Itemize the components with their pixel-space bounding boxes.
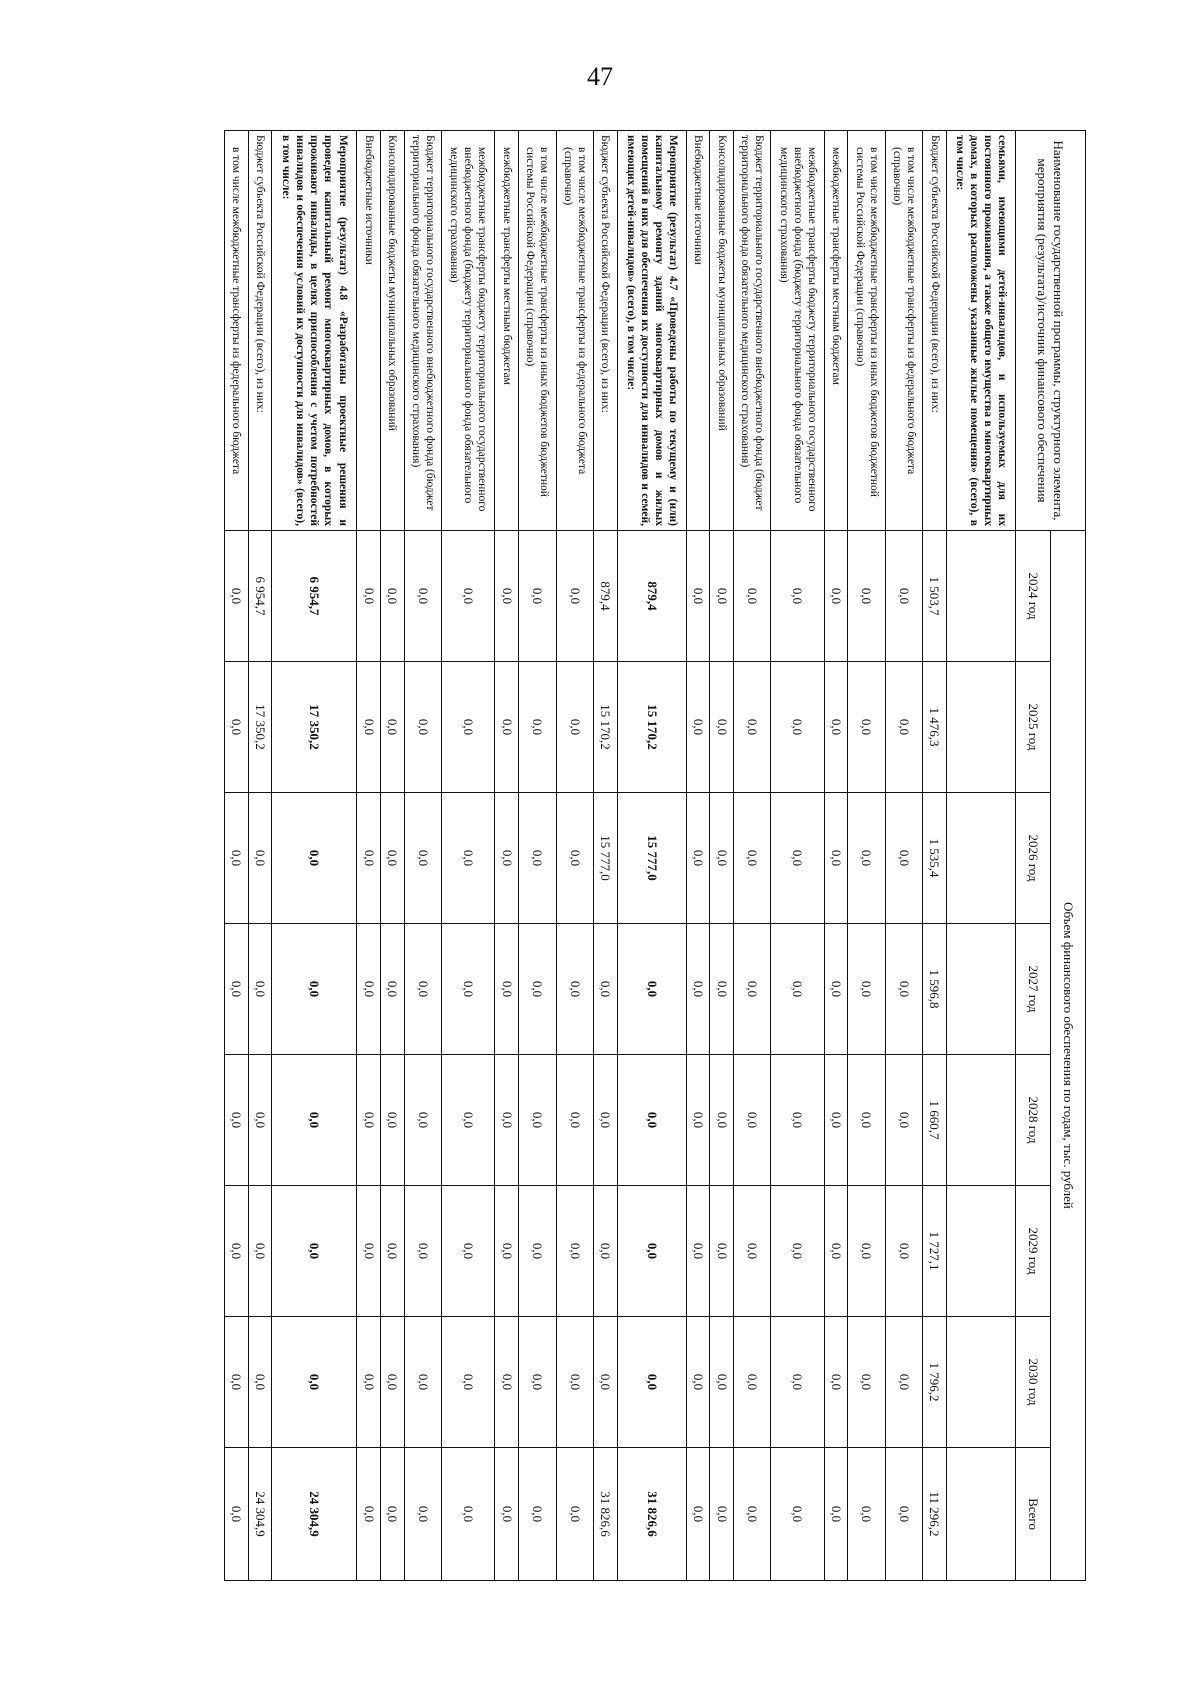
- value-cell: 0,0: [381, 793, 405, 924]
- row-name: Мероприятие (результат) 4.8 «Разработаны проектные решения и проведен капитальный ремонт многоквартирных домов, в которых проживают инвалиды, в целях приспособления с учетом потребностей инвалидов и обеспечения условий их доступности для инвалидов» (всего), в том числе:: [272, 131, 357, 531]
- value-cell: 15 170,2: [593, 662, 617, 793]
- value-cell: [946, 1186, 1015, 1317]
- table-row: [771, 131, 824, 1581]
- value-cell: 0,0: [248, 1317, 272, 1448]
- value-cell: 0,0: [824, 1317, 848, 1448]
- value-cell: 0,0: [404, 531, 441, 662]
- table-row: [381, 131, 405, 1581]
- value-cell: 0,0: [495, 1186, 519, 1317]
- value-cell: 0,0: [617, 1317, 686, 1448]
- year-header: 2027 год: [1016, 924, 1051, 1055]
- value-cell: 0,0: [710, 793, 734, 924]
- table-row: [923, 131, 947, 1581]
- financing-table: [224, 130, 1086, 1581]
- value-cell: 0,0: [686, 531, 710, 662]
- value-cell: 0,0: [771, 531, 824, 662]
- value-cell: 0,0: [225, 1317, 249, 1448]
- value-cell: [946, 662, 1015, 793]
- value-cell: [946, 793, 1015, 924]
- value-cell: 17 350,2: [272, 662, 357, 793]
- value-cell: 0,0: [556, 1186, 593, 1317]
- value-cell: 1 503,7: [923, 531, 947, 662]
- value-cell: 0,0: [734, 1186, 771, 1317]
- value-cell: 0,0: [771, 1186, 824, 1317]
- value-cell: 0,0: [495, 662, 519, 793]
- row-name: Бюджет субъекта Российской Федерации (всего), из них:: [248, 131, 272, 531]
- value-cell: 0,0: [734, 924, 771, 1055]
- value-cell: 0,0: [519, 793, 556, 924]
- value-cell: [946, 531, 1015, 662]
- table-row: [248, 131, 272, 1581]
- value-cell: 0,0: [404, 924, 441, 1055]
- value-cell: 0,0: [519, 924, 556, 1055]
- value-cell: 0,0: [686, 1055, 710, 1186]
- value-cell: 0,0: [824, 924, 848, 1055]
- value-cell: 0,0: [442, 793, 495, 924]
- value-cell: 0,0: [225, 531, 249, 662]
- value-cell: 0,0: [519, 1055, 556, 1186]
- value-cell: 31 826,6: [593, 1448, 617, 1581]
- value-cell: 0,0: [710, 1055, 734, 1186]
- name-column-header: Наименование государственной программы, структурного элемента, мероприятия (результата)/источник финансового обеспечения: [1016, 131, 1086, 531]
- row-name: Консолидированные бюджеты муниципальных образований: [710, 131, 734, 531]
- value-cell: 0,0: [710, 1448, 734, 1581]
- value-cell: 0,0: [381, 1186, 405, 1317]
- year-header: 2029 год: [1016, 1186, 1051, 1317]
- table-row: [885, 131, 922, 1581]
- value-cell: 0,0: [824, 1055, 848, 1186]
- value-cell: 17 350,2: [248, 662, 272, 793]
- value-cell: 0,0: [556, 793, 593, 924]
- value-cell: 0,0: [686, 793, 710, 924]
- row-name: межбюджетные трансферты местным бюджетам: [824, 131, 848, 531]
- row-name: Внебюджетные источники: [357, 131, 381, 531]
- value-cell: 0,0: [381, 924, 405, 1055]
- value-cell: 0,0: [556, 531, 593, 662]
- value-cell: 0,0: [404, 662, 441, 793]
- value-cell: 0,0: [848, 1448, 885, 1581]
- value-cell: 0,0: [885, 662, 922, 793]
- row-name: межбюджетные трансферты бюджету территориального государственного внебюджетного фонда (бюджету территориального фонда обязательного медицинского страхования): [771, 131, 824, 531]
- value-cell: 24 304,9: [272, 1448, 357, 1581]
- value-cell: 0,0: [617, 1186, 686, 1317]
- table-row: [556, 131, 593, 1581]
- value-cell: 0,0: [442, 662, 495, 793]
- value-cell: 0,0: [272, 1317, 357, 1448]
- value-cell: 0,0: [824, 793, 848, 924]
- value-cell: 0,0: [357, 1448, 381, 1581]
- value-cell: 0,0: [848, 793, 885, 924]
- row-name: в том числе межбюджетные трансферты из иных бюджетов бюджетной системы Российской Федерации (справочно): [519, 131, 556, 531]
- value-cell: 0,0: [771, 1448, 824, 1581]
- table-row: [272, 131, 357, 1581]
- row-name: Бюджет территориального государственного внебюджетного фонда (бюджет территориального фонда обязательного медицинского страхования): [404, 131, 441, 531]
- row-name: в том числе межбюджетные трансферты из федерального бюджета (справочно): [885, 131, 922, 531]
- value-cell: 0,0: [556, 1448, 593, 1581]
- value-cell: 0,0: [272, 1055, 357, 1186]
- table-row: [617, 131, 686, 1581]
- value-cell: 31 826,6: [617, 1448, 686, 1581]
- value-cell: 0,0: [593, 1055, 617, 1186]
- value-cell: 0,0: [824, 1448, 848, 1581]
- row-name: Бюджет субъекта Российской Федерации (всего), из них:: [593, 131, 617, 531]
- row-name: Мероприятие (результат) 4.7 «Проведены работы по текущему и (или) капитальному ремонту зданий многоквартирных домов и жилых помещений в них для обеспечения их доступности для инвалидов и семей, имеющих детей-инвалидов» (всего), в том числе:: [617, 131, 686, 531]
- year-header: 2026 год: [1016, 793, 1051, 924]
- table-body: [225, 131, 1016, 1581]
- row-name: межбюджетные трансферты местным бюджетам: [495, 131, 519, 531]
- value-cell: 0,0: [404, 1317, 441, 1448]
- value-cell: 0,0: [556, 662, 593, 793]
- value-cell: [946, 1317, 1015, 1448]
- value-cell: 0,0: [519, 662, 556, 793]
- value-cell: 0,0: [556, 1317, 593, 1448]
- value-cell: 0,0: [848, 1186, 885, 1317]
- value-cell: 0,0: [710, 924, 734, 1055]
- value-cell: 0,0: [519, 531, 556, 662]
- row-name: межбюджетные трансферты бюджету территориального государственного внебюджетного фонда (бюджету территориального фонда обязательного медицинского страхования): [442, 131, 495, 531]
- value-cell: 0,0: [824, 1186, 848, 1317]
- value-cell: 0,0: [519, 1448, 556, 1581]
- value-cell: 0,0: [495, 1448, 519, 1581]
- value-cell: 0,0: [771, 1055, 824, 1186]
- page-number: 47: [587, 62, 613, 91]
- value-cell: 0,0: [442, 1448, 495, 1581]
- value-cell: 0,0: [272, 793, 357, 924]
- value-cell: 0,0: [593, 1317, 617, 1448]
- table-row: [848, 131, 885, 1581]
- table-row: [495, 131, 519, 1581]
- value-cell: 0,0: [248, 924, 272, 1055]
- value-cell: 0,0: [734, 1448, 771, 1581]
- value-cell: 0,0: [248, 1055, 272, 1186]
- value-cell: 879,4: [593, 531, 617, 662]
- value-cell: 0,0: [686, 662, 710, 793]
- value-cell: 0,0: [885, 924, 922, 1055]
- value-cell: 15 777,0: [593, 793, 617, 924]
- row-name: семьями, имеющими детей-инвалидов, и используемых для их постоянного проживания, а также общего имущества в многоквартирных домах, в которых расположены указанные жилые помещения» (всего), в том числе:: [946, 131, 1015, 531]
- value-cell: 0,0: [824, 662, 848, 793]
- value-cell: 0,0: [404, 1186, 441, 1317]
- value-cell: 11 296,2: [923, 1448, 947, 1581]
- value-cell: 0,0: [442, 1186, 495, 1317]
- value-cell: 0,0: [442, 1317, 495, 1448]
- table-row: [946, 131, 1015, 1581]
- value-cell: 0,0: [556, 1055, 593, 1186]
- value-cell: 0,0: [885, 531, 922, 662]
- value-cell: 0,0: [885, 1448, 922, 1581]
- value-cell: 0,0: [404, 793, 441, 924]
- year-header: 2025 год: [1016, 662, 1051, 793]
- value-cell: 0,0: [686, 1448, 710, 1581]
- value-cell: 0,0: [357, 1186, 381, 1317]
- value-cell: 0,0: [771, 662, 824, 793]
- value-cell: 0,0: [381, 531, 405, 662]
- value-cell: 0,0: [710, 662, 734, 793]
- value-cell: 0,0: [357, 924, 381, 1055]
- value-cell: 1 727,1: [923, 1186, 947, 1317]
- value-cell: 0,0: [885, 1186, 922, 1317]
- value-cell: 0,0: [686, 1186, 710, 1317]
- value-cell: 0,0: [225, 1186, 249, 1317]
- value-cell: 0,0: [710, 531, 734, 662]
- value-cell: 0,0: [357, 531, 381, 662]
- value-cell: 1 660,7: [923, 1055, 947, 1186]
- value-cell: 1 596,8: [923, 924, 947, 1055]
- value-cell: 0,0: [710, 1317, 734, 1448]
- year-header: 2030 год: [1016, 1317, 1051, 1448]
- value-cell: 0,0: [442, 531, 495, 662]
- value-cell: 0,0: [357, 1055, 381, 1186]
- row-name: в том числе межбюджетные трансферты из федерального бюджета: [225, 131, 249, 531]
- value-cell: 0,0: [617, 1055, 686, 1186]
- year-header: 2028 год: [1016, 1055, 1051, 1186]
- value-cell: 0,0: [617, 924, 686, 1055]
- value-cell: 6 954,7: [272, 531, 357, 662]
- value-cell: 0,0: [734, 531, 771, 662]
- value-cell: 0,0: [272, 1186, 357, 1317]
- value-cell: 0,0: [734, 1055, 771, 1186]
- value-cell: 0,0: [710, 1186, 734, 1317]
- table-row: [442, 131, 495, 1581]
- value-cell: 0,0: [381, 662, 405, 793]
- value-cell: 0,0: [734, 662, 771, 793]
- value-cell: 15 170,2: [617, 662, 686, 793]
- table-row: [519, 131, 556, 1581]
- value-cell: 0,0: [885, 1317, 922, 1448]
- value-cell: 0,0: [771, 924, 824, 1055]
- row-name: Консолидированные бюджеты муниципальных образований: [381, 131, 405, 531]
- value-cell: 0,0: [556, 924, 593, 1055]
- table-row: [225, 131, 249, 1581]
- value-cell: 0,0: [225, 1448, 249, 1581]
- volume-header: Объем финансового обеспечения по годам, тыс. рублей: [1051, 531, 1086, 1581]
- value-cell: 24 304,9: [248, 1448, 272, 1581]
- value-cell: 0,0: [225, 793, 249, 924]
- year-header: 2024 год: [1016, 531, 1051, 662]
- value-cell: 1 535,4: [923, 793, 947, 924]
- value-cell: [946, 924, 1015, 1055]
- value-cell: 0,0: [848, 1317, 885, 1448]
- value-cell: 0,0: [686, 924, 710, 1055]
- value-cell: 0,0: [225, 662, 249, 793]
- value-cell: 0,0: [381, 1055, 405, 1186]
- value-cell: 0,0: [442, 924, 495, 1055]
- row-name: в том числе межбюджетные трансферты из иных бюджетов бюджетной системы Российской Федерации (справочно): [848, 131, 885, 531]
- value-cell: 0,0: [404, 1055, 441, 1186]
- value-cell: 0,0: [885, 793, 922, 924]
- value-cell: 0,0: [885, 1055, 922, 1186]
- value-cell: 0,0: [848, 1055, 885, 1186]
- value-cell: 0,0: [495, 1055, 519, 1186]
- value-cell: 0,0: [495, 924, 519, 1055]
- table-row: [357, 131, 381, 1581]
- table-row: [593, 131, 617, 1581]
- value-cell: 0,0: [824, 531, 848, 662]
- value-cell: 0,0: [686, 1317, 710, 1448]
- table-row: [404, 131, 441, 1581]
- table-row: [686, 131, 710, 1581]
- table-row: [734, 131, 771, 1581]
- value-cell: 0,0: [225, 1055, 249, 1186]
- value-cell: 0,0: [593, 1186, 617, 1317]
- value-cell: 0,0: [848, 662, 885, 793]
- value-cell: 0,0: [357, 1317, 381, 1448]
- value-cell: 0,0: [272, 924, 357, 1055]
- table-row: [824, 131, 848, 1581]
- value-cell: 6 954,7: [248, 531, 272, 662]
- value-cell: 0,0: [248, 793, 272, 924]
- value-cell: 0,0: [381, 1448, 405, 1581]
- value-cell: 0,0: [357, 662, 381, 793]
- value-cell: 0,0: [734, 793, 771, 924]
- table-row: [710, 131, 734, 1581]
- value-cell: 0,0: [357, 793, 381, 924]
- value-cell: 0,0: [495, 531, 519, 662]
- row-name: Бюджет субъекта Российской Федерации (всего), из них:: [923, 131, 947, 531]
- value-cell: 0,0: [381, 1317, 405, 1448]
- value-cell: 0,0: [593, 924, 617, 1055]
- year-header: Всего: [1016, 1448, 1051, 1581]
- value-cell: 0,0: [404, 1448, 441, 1581]
- value-cell: 0,0: [848, 531, 885, 662]
- value-cell: [946, 1055, 1015, 1186]
- value-cell: 879,4: [617, 531, 686, 662]
- value-cell: 0,0: [442, 1055, 495, 1186]
- value-cell: [946, 1448, 1015, 1581]
- value-cell: 0,0: [519, 1186, 556, 1317]
- value-cell: 0,0: [734, 1317, 771, 1448]
- value-cell: 1 476,3: [923, 662, 947, 793]
- value-cell: 0,0: [495, 793, 519, 924]
- row-name: Внебюджетные источники: [686, 131, 710, 531]
- value-cell: 0,0: [495, 1317, 519, 1448]
- rotated-sheet: [224, 130, 1086, 1580]
- value-cell: 1 796,2: [923, 1317, 947, 1448]
- value-cell: 0,0: [225, 924, 249, 1055]
- value-cell: 0,0: [519, 1317, 556, 1448]
- value-cell: 0,0: [248, 1186, 272, 1317]
- value-cell: 0,0: [848, 924, 885, 1055]
- row-name: в том числе межбюджетные трансферты из федерального бюджета (справочно): [556, 131, 593, 531]
- value-cell: 0,0: [771, 1317, 824, 1448]
- row-name: Бюджет территориального государственного внебюджетного фонда (бюджет территориального фонда обязательного медицинского страхования): [734, 131, 771, 531]
- value-cell: 0,0: [771, 793, 824, 924]
- value-cell: 15 777,0: [617, 793, 686, 924]
